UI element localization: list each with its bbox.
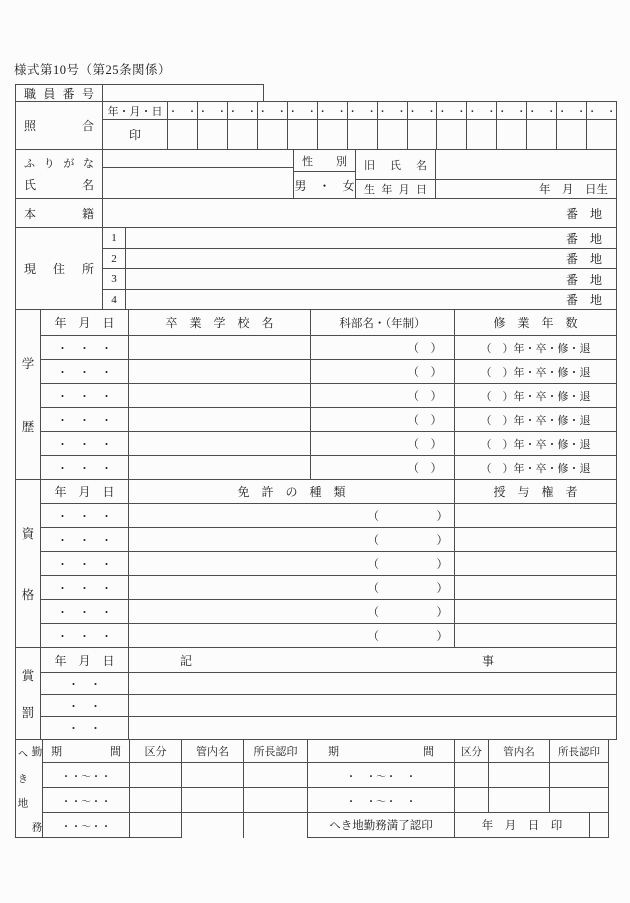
address-label: 現住所 bbox=[16, 228, 103, 310]
address-field[interactable]: 番 地 bbox=[126, 269, 617, 290]
remote-period-header: 期間 bbox=[308, 740, 455, 763]
address-row-number: 2 bbox=[103, 249, 126, 269]
remote-completion-label: へき地勤務満了認印 bbox=[308, 813, 455, 838]
education-department-field[interactable]: （ ） bbox=[311, 408, 455, 432]
verification-seal-cell[interactable] bbox=[228, 120, 258, 150]
remote-district-field[interactable] bbox=[489, 788, 550, 813]
education-school-field[interactable] bbox=[129, 456, 311, 480]
qualification-grantor-field[interactable] bbox=[455, 528, 617, 552]
education-school-field[interactable] bbox=[129, 408, 311, 432]
verification-date-cell[interactable]: ・ ・ bbox=[288, 102, 318, 120]
remote-district-header: 管内名 bbox=[489, 740, 550, 763]
remote-chief-seal-field[interactable] bbox=[244, 763, 308, 788]
verification-date-cell[interactable]: ・ ・ bbox=[378, 102, 408, 120]
remote-chief-seal-field[interactable] bbox=[550, 788, 609, 813]
education-department-field[interactable]: （ ） bbox=[311, 456, 455, 480]
remote-period-field[interactable]: ・ ・～・ ・ bbox=[308, 788, 455, 813]
verification-date-cell[interactable]: ・ ・ bbox=[348, 102, 378, 120]
open-cell bbox=[244, 813, 308, 838]
name-field[interactable] bbox=[103, 168, 294, 199]
domicile-label: 本籍 bbox=[16, 199, 103, 228]
verification-date-cell[interactable]: ・ ・ bbox=[557, 102, 587, 120]
qualification-license-field[interactable]: （ ） bbox=[129, 576, 455, 600]
verification-seal-cell[interactable] bbox=[168, 120, 198, 150]
qualification-grantor-field[interactable] bbox=[455, 576, 617, 600]
staff-number-label: 職員番号 bbox=[16, 84, 103, 102]
verification-label: 照合 bbox=[16, 102, 103, 150]
verification-seal-row bbox=[168, 120, 617, 150]
rewards-record-header: 記 事 bbox=[129, 648, 617, 673]
rewards-record-field[interactable] bbox=[129, 717, 617, 740]
verification-date-cell[interactable]: ・ ・ bbox=[437, 102, 467, 120]
verification-seal-label: 印 bbox=[103, 120, 168, 150]
education-school-field[interactable] bbox=[129, 432, 311, 456]
remote-chief-seal-field[interactable] bbox=[244, 788, 308, 813]
remote-completion-seal-box[interactable] bbox=[590, 813, 609, 838]
verification-seal-cell[interactable] bbox=[557, 120, 587, 150]
staff-number-field[interactable] bbox=[103, 84, 264, 102]
staff-number-spacer bbox=[264, 84, 617, 102]
remote-chief-seal-field[interactable] bbox=[550, 763, 609, 788]
education-department-header: 科部名・（年制） bbox=[311, 310, 455, 336]
qualification-grantor-field[interactable] bbox=[455, 624, 617, 648]
qualification-license-field[interactable]: （ ） bbox=[129, 600, 455, 624]
address-field[interactable]: 番 地 bbox=[126, 228, 617, 249]
verification-date-header: 年・月・日 bbox=[103, 102, 168, 120]
education-department-field[interactable]: （ ） bbox=[311, 360, 455, 384]
qualifications-license-header: 免 許 の 種 類 bbox=[129, 480, 455, 504]
remote-category-field[interactable] bbox=[130, 788, 182, 813]
qualifications-grantor-header: 授 与 権 者 bbox=[455, 480, 617, 504]
remote-district-field[interactable] bbox=[182, 788, 244, 813]
rewards-record-field[interactable] bbox=[129, 673, 617, 695]
remote-district-field[interactable] bbox=[489, 763, 550, 788]
education-date-field[interactable]: ・ ・ ・ bbox=[41, 336, 129, 360]
education-date-field[interactable]: ・ ・ ・ bbox=[41, 456, 129, 480]
qualification-date-field[interactable]: ・ ・ ・ bbox=[41, 504, 129, 528]
rewards-date-field[interactable]: ・ ・ bbox=[41, 695, 129, 717]
education-label: 学 歴 bbox=[16, 310, 41, 480]
domicile-field[interactable]: 番 地 bbox=[103, 199, 617, 228]
furigana-field[interactable] bbox=[103, 150, 294, 168]
remote-completion-date-field[interactable]: 年 月 日 印 bbox=[455, 813, 590, 838]
verification-seal-cell[interactable] bbox=[587, 120, 617, 150]
education-school-field[interactable] bbox=[129, 360, 311, 384]
verification-seal-cell[interactable] bbox=[437, 120, 467, 150]
remote-category-header: 区分 bbox=[130, 740, 182, 763]
verification-date-cell[interactable]: ・ ・ bbox=[228, 102, 258, 120]
qualification-grantor-field[interactable] bbox=[455, 552, 617, 576]
education-years-field[interactable]: （ ）年・卒・修・退 bbox=[455, 408, 617, 432]
qualifications-date-header: 年 月 日 bbox=[41, 480, 129, 504]
old-name-field[interactable] bbox=[436, 150, 617, 180]
remote-category-field[interactable] bbox=[455, 763, 489, 788]
verification-seal-cell[interactable] bbox=[467, 120, 497, 150]
remote-period-header: 期間 bbox=[43, 740, 130, 763]
furigana-label: ふりがな bbox=[24, 158, 94, 170]
education-years-field[interactable]: （ ）年・卒・修・退 bbox=[455, 384, 617, 408]
education-department-field[interactable]: （ ） bbox=[311, 336, 455, 360]
verification-date-cell[interactable]: ・ ・ bbox=[497, 102, 527, 120]
remote-chief-seal-header: 所長認印 bbox=[244, 740, 308, 763]
verification-seal-cell[interactable] bbox=[527, 120, 557, 150]
education-date-field[interactable]: ・ ・ ・ bbox=[41, 432, 129, 456]
qualification-date-field[interactable]: ・ ・ ・ bbox=[41, 600, 129, 624]
education-years-field[interactable]: （ ）年・卒・修・退 bbox=[455, 360, 617, 384]
name-label: 氏名 bbox=[24, 178, 94, 192]
verification-seal-cell[interactable] bbox=[318, 120, 348, 150]
open-cell bbox=[182, 813, 244, 838]
gender-label: 性別 bbox=[294, 150, 356, 172]
qualification-date-field[interactable]: ・ ・ ・ bbox=[41, 528, 129, 552]
education-date-field[interactable]: ・ ・ ・ bbox=[41, 360, 129, 384]
education-school-field[interactable] bbox=[129, 384, 311, 408]
education-years-header: 修 業 年 数 bbox=[455, 310, 617, 336]
remote-district-header: 管内名 bbox=[182, 740, 244, 763]
verification-date-cell[interactable]: ・ ・ bbox=[527, 102, 557, 120]
verification-date-cell[interactable]: ・ ・ bbox=[198, 102, 228, 120]
education-school-field[interactable] bbox=[129, 336, 311, 360]
remote-service-label-left: へき地 bbox=[16, 747, 28, 808]
remote-period-field[interactable]: ・・～・・ bbox=[43, 763, 130, 788]
verification-seal-cell[interactable] bbox=[497, 120, 527, 150]
verification-date-cell[interactable]: ・ ・ bbox=[258, 102, 288, 120]
old-name-label: 旧氏名 bbox=[356, 150, 436, 180]
remote-period-field[interactable]: ・・～・・ bbox=[43, 788, 130, 813]
verification-date-cell[interactable]: ・ ・ bbox=[168, 102, 198, 120]
remote-district-field[interactable] bbox=[182, 763, 244, 788]
verification-seal-cell[interactable] bbox=[378, 120, 408, 150]
address-row-number: 3 bbox=[103, 269, 126, 290]
qualification-grantor-field[interactable] bbox=[455, 600, 617, 624]
qualification-grantor-field[interactable] bbox=[455, 504, 617, 528]
rewards-date-header: 年 月 日 bbox=[41, 648, 129, 673]
address-field[interactable]: 番 地 bbox=[126, 290, 617, 310]
remote-period-field[interactable]: ・・～・・ bbox=[43, 813, 130, 838]
verification-seal-cell[interactable] bbox=[408, 120, 438, 150]
personnel-form bbox=[15, 84, 617, 838]
rewards-record-field[interactable] bbox=[129, 695, 617, 717]
education-department-field[interactable]: （ ） bbox=[311, 384, 455, 408]
address-row-number: 4 bbox=[103, 290, 126, 310]
address-field[interactable]: 番 地 bbox=[126, 249, 617, 269]
birthdate-field[interactable]: 年 月 日生 bbox=[436, 180, 617, 199]
qualification-date-field[interactable]: ・ ・ ・ bbox=[41, 576, 129, 600]
education-years-field[interactable]: （ ）年・卒・修・退 bbox=[455, 336, 617, 360]
rewards-date-field[interactable]: ・ ・ bbox=[41, 673, 129, 695]
verification-date-cell[interactable]: ・ ・ bbox=[587, 102, 617, 120]
education-date-field[interactable]: ・ ・ ・ bbox=[41, 408, 129, 432]
qualifications-label: 資 格 bbox=[16, 480, 41, 648]
remote-category-field[interactable] bbox=[130, 763, 182, 788]
remote-category-field[interactable] bbox=[455, 788, 489, 813]
education-years-field[interactable]: （ ）年・卒・修・退 bbox=[455, 432, 617, 456]
gender-options[interactable]: 男 ・ 女 bbox=[294, 172, 356, 199]
qualification-date-field[interactable]: ・ ・ ・ bbox=[41, 624, 129, 648]
address-row-number: 1 bbox=[103, 228, 126, 249]
verification-date-cell[interactable]: ・ ・ bbox=[318, 102, 348, 120]
qualification-license-field[interactable]: （ ） bbox=[129, 504, 455, 528]
qualification-date-field[interactable]: ・ ・ ・ bbox=[41, 552, 129, 576]
qualification-license-field[interactable]: （ ） bbox=[129, 528, 455, 552]
rewards-label: 賞 罰 bbox=[16, 648, 41, 740]
verification-seal-cell[interactable] bbox=[198, 120, 228, 150]
verification-seal-cell[interactable] bbox=[348, 120, 378, 150]
education-date-header: 年 月 日 bbox=[41, 310, 129, 336]
verification-date-cell[interactable]: ・ ・ bbox=[408, 102, 438, 120]
education-years-field[interactable]: （ ）年・卒・修・退 bbox=[455, 456, 617, 480]
verification-seal-cell[interactable] bbox=[288, 120, 318, 150]
qualification-license-field[interactable]: （ ） bbox=[129, 552, 455, 576]
education-school-header: 卒 業 学 校 名 bbox=[129, 310, 311, 336]
verification-seal-cell[interactable] bbox=[258, 120, 288, 150]
remote-service-label bbox=[16, 740, 43, 838]
remote-service-label-right: 勤務 bbox=[30, 745, 42, 832]
remote-category-field[interactable] bbox=[130, 813, 182, 838]
remote-chief-seal-header: 所長認印 bbox=[550, 740, 609, 763]
verification-date-cell[interactable]: ・ ・ bbox=[467, 102, 497, 120]
birthdate-label: 生年月日 bbox=[356, 180, 436, 199]
remote-category-header: 区分 bbox=[455, 740, 489, 763]
remote-period-field[interactable]: ・ ・～・ ・ bbox=[308, 763, 455, 788]
qualification-license-field[interactable]: （ ） bbox=[129, 624, 455, 648]
form-title: 様式第10号（第25条関係） bbox=[14, 63, 172, 77]
verification-date-row bbox=[168, 102, 617, 120]
rewards-date-field[interactable]: ・ ・ bbox=[41, 717, 129, 740]
name-label-cell bbox=[16, 150, 103, 199]
education-department-field[interactable]: （ ） bbox=[311, 432, 455, 456]
education-date-field[interactable]: ・ ・ ・ bbox=[41, 384, 129, 408]
